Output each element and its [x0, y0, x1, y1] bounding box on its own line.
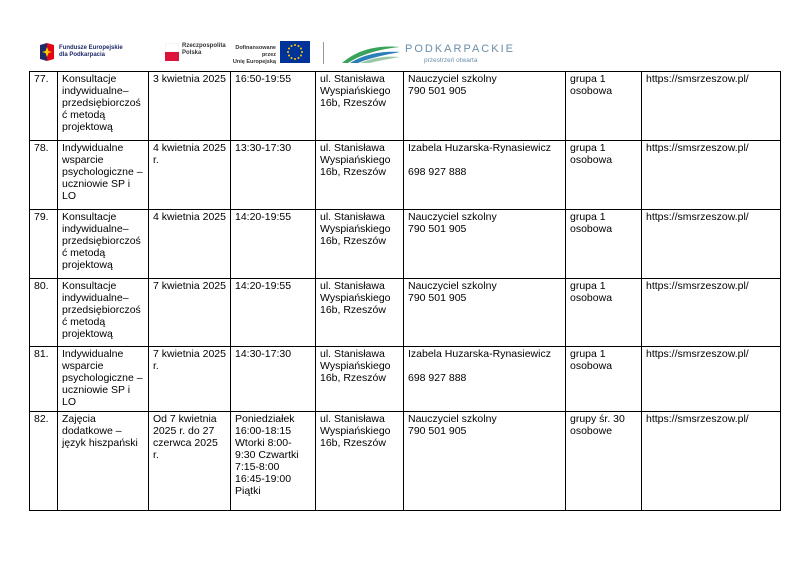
page-header — [0, 0, 800, 72]
podkarpackie-name: PODKARPACKIE — [405, 43, 515, 55]
contact-phone: 698 927 888 — [408, 372, 467, 384]
contact-cell — [404, 279, 566, 347]
fe-star-icon — [38, 41, 56, 63]
group-cell: grupa 1 osobowa — [566, 72, 642, 141]
podkarpackie-wave-icon — [340, 43, 402, 65]
row-number: 79. — [30, 210, 58, 279]
group-cell: grupa 1 osobowa — [566, 279, 642, 347]
rzeczpospolita-polska-logo — [165, 41, 225, 65]
activity-cell: Indywidualne wsparcie psychologiczne – uczniowie SP i LO — [58, 347, 149, 412]
fe-logo-text: Fundusze Europejskie dla Podkarpacia — [59, 45, 123, 58]
header-divider — [323, 42, 324, 64]
group-cell: grupa 1 osobowa — [566, 347, 642, 412]
contact-phone: 790 501 905 — [408, 223, 467, 235]
table-row — [30, 141, 781, 210]
time-cell: 13:30-17:30 — [231, 141, 316, 210]
activity-cell: Indywidualne wsparcie psychologiczne – uczniowie SP i LO — [58, 141, 149, 210]
activity-cell: Zajęcia dodatkowe – język hiszpański — [58, 412, 149, 511]
podkarpackie-tagline: przestrzeń otwarta — [424, 57, 478, 64]
rp-logo-text: Rzeczpospolita Polska — [182, 43, 226, 56]
contact-cell — [404, 347, 566, 412]
contact-person: Izabela Huzarska-Rynasiewicz — [408, 142, 551, 154]
contact-phone: 790 501 905 — [408, 292, 467, 304]
url-cell[interactable]: https://smsrzeszow.pl/ — [642, 412, 781, 511]
row-number: 82. — [30, 412, 58, 511]
row-number: 77. — [30, 72, 58, 141]
url-cell[interactable]: https://smsrzeszow.pl/ — [642, 279, 781, 347]
row-number: 80. — [30, 279, 58, 347]
podkarpackie-logo — [340, 41, 520, 69]
date-cell: Od 7 kwietnia 2025 r. do 27 czerwca 2025 r. — [149, 412, 231, 511]
contact-person: Nauczyciel szkolny — [408, 280, 497, 292]
url-cell[interactable]: https://smsrzeszow.pl/ — [642, 210, 781, 279]
row-number: 78. — [30, 141, 58, 210]
contact-phone: 698 927 888 — [408, 166, 467, 178]
eu-cofunded-logo — [228, 41, 314, 65]
group-cell: grupy śr. 30 osobowe — [566, 412, 642, 511]
activity-cell: Konsultacje indywidualne–przedsiębiorczość metodą projektową — [58, 210, 149, 279]
contact-cell — [404, 72, 566, 141]
date-cell: 7 kwietnia 2025 — [149, 279, 231, 347]
contact-person: Nauczyciel szkolny — [408, 73, 497, 85]
url-cell[interactable]: https://smsrzeszow.pl/ — [642, 72, 781, 141]
date-cell: 7 kwietnia 2025 r. — [149, 347, 231, 412]
table-row — [30, 279, 781, 347]
table-row — [30, 210, 781, 279]
group-cell: grupa 1 osobowa — [566, 210, 642, 279]
contact-person: Izabela Huzarska-Rynasiewicz — [408, 348, 551, 360]
time-cell: 14:20-19:55 — [231, 279, 316, 347]
date-cell: 3 kwietnia 2025 — [149, 72, 231, 141]
time-cell: 14:30-17:30 — [231, 347, 316, 412]
contact-cell — [404, 141, 566, 210]
place-cell: ul. Stanisława Wyspiańskiego 16b, Rzeszów — [316, 347, 404, 412]
date-cell: 4 kwietnia 2025 — [149, 210, 231, 279]
url-cell[interactable]: https://smsrzeszow.pl/ — [642, 141, 781, 210]
contact-phone: 790 501 905 — [408, 85, 467, 97]
time-cell: 16:50-19:55 — [231, 72, 316, 141]
contact-person: Nauczyciel szkolny — [408, 211, 497, 223]
fundusze-europejskie-logo — [38, 41, 148, 63]
eu-flag-icon — [280, 41, 310, 63]
date-cell: 4 kwietnia 2025 r. — [149, 141, 231, 210]
eu-logo-text: Dofinansowane przez Unię Europejską — [232, 45, 276, 65]
place-cell: ul. Stanisława Wyspiańskiego 16b, Rzeszów — [316, 72, 404, 141]
contact-cell — [404, 412, 566, 511]
place-cell: ul. Stanisława Wyspiańskiego 16b, Rzeszów — [316, 412, 404, 511]
place-cell: ul. Stanisława Wyspiańskiego 16b, Rzeszów — [316, 141, 404, 210]
place-cell: ul. Stanisława Wyspiańskiego 16b, Rzeszów — [316, 279, 404, 347]
url-cell[interactable]: https://smsrzeszow.pl/ — [642, 347, 781, 412]
activity-cell: Konsultacje indywidualne–przedsiębiorczość metodą projektową — [58, 279, 149, 347]
contact-phone: 790 501 905 — [408, 425, 467, 437]
row-number: 81. — [30, 347, 58, 412]
place-cell: ul. Stanisława Wyspiańskiego 16b, Rzeszów — [316, 210, 404, 279]
time-cell: 14:20-19:55 — [231, 210, 316, 279]
contact-cell — [404, 210, 566, 279]
table-row — [30, 72, 781, 141]
contact-person: Nauczyciel szkolny — [408, 413, 497, 425]
schedule-table — [29, 71, 781, 511]
table-row — [30, 347, 781, 412]
activity-cell: Konsultacje indywidualne–przedsiębiorczość metodą projektową — [58, 72, 149, 141]
table-row — [30, 412, 781, 511]
group-cell: grupa 1 osobowa — [566, 141, 642, 210]
time-cell: Poniedziałek 16:00-18:15 Wtorki 8:00-9:30 Czwartki 7:15-8:00 16:45-19:00 Piątki — [231, 412, 316, 511]
